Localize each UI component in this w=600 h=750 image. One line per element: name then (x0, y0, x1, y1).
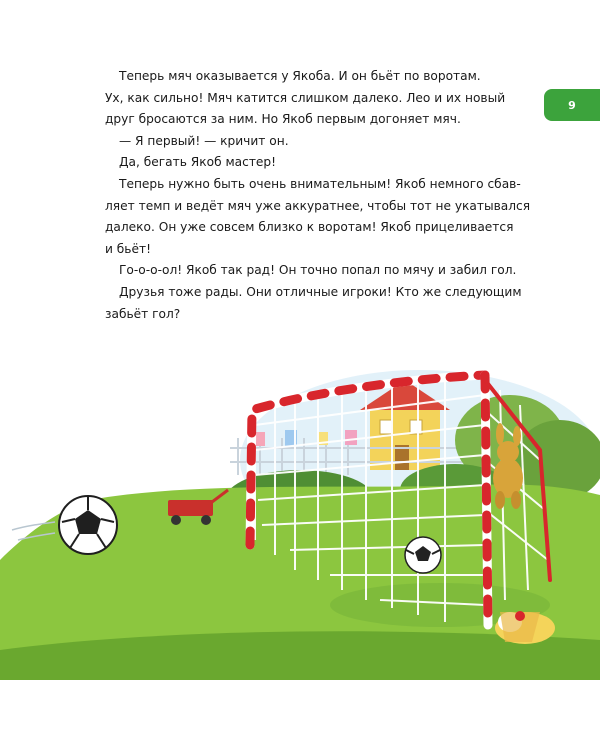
story-line: Да, бегать Якоб мастер! (119, 155, 277, 170)
story-line: — Я первый! — кричит он. (119, 133, 289, 148)
story-line: Ух, как сильно! Мяч катится слишком далеко. Лео и их новый (105, 90, 506, 105)
story-line: ляет темп и ведёт мяч уже аккуратнее, чтобы тот не укатывался (105, 198, 531, 213)
story-line: Теперь нужно быть очень внимательным! Якоб немного сбав- (119, 176, 521, 191)
story-line: друг бросаются за ним. Но Якоб первым догоняет мяч. (105, 112, 461, 127)
story-line: забьёт гол? (105, 306, 181, 321)
page-number: 9 (568, 98, 576, 112)
story-line: Друзья тоже рады. Они отличные игроки! Кто же следующим (119, 284, 522, 299)
story-line: далеко. Он уже совсем близко к воротам! Якоб прицеливается (105, 220, 514, 235)
ball-in-goal (405, 537, 441, 573)
story-text (105, 66, 531, 325)
story-line: и бьёт! (105, 241, 151, 256)
story-line: Теперь мяч оказывается у Якоба. И он бьёт по воротам. (119, 69, 481, 83)
story-line: Го-о-о-ол! Якоб так рад! Он точно попал по мячу и забил гол. (119, 263, 517, 278)
page-number-tab (544, 89, 600, 121)
soccer-goal-illustration (0, 350, 600, 680)
